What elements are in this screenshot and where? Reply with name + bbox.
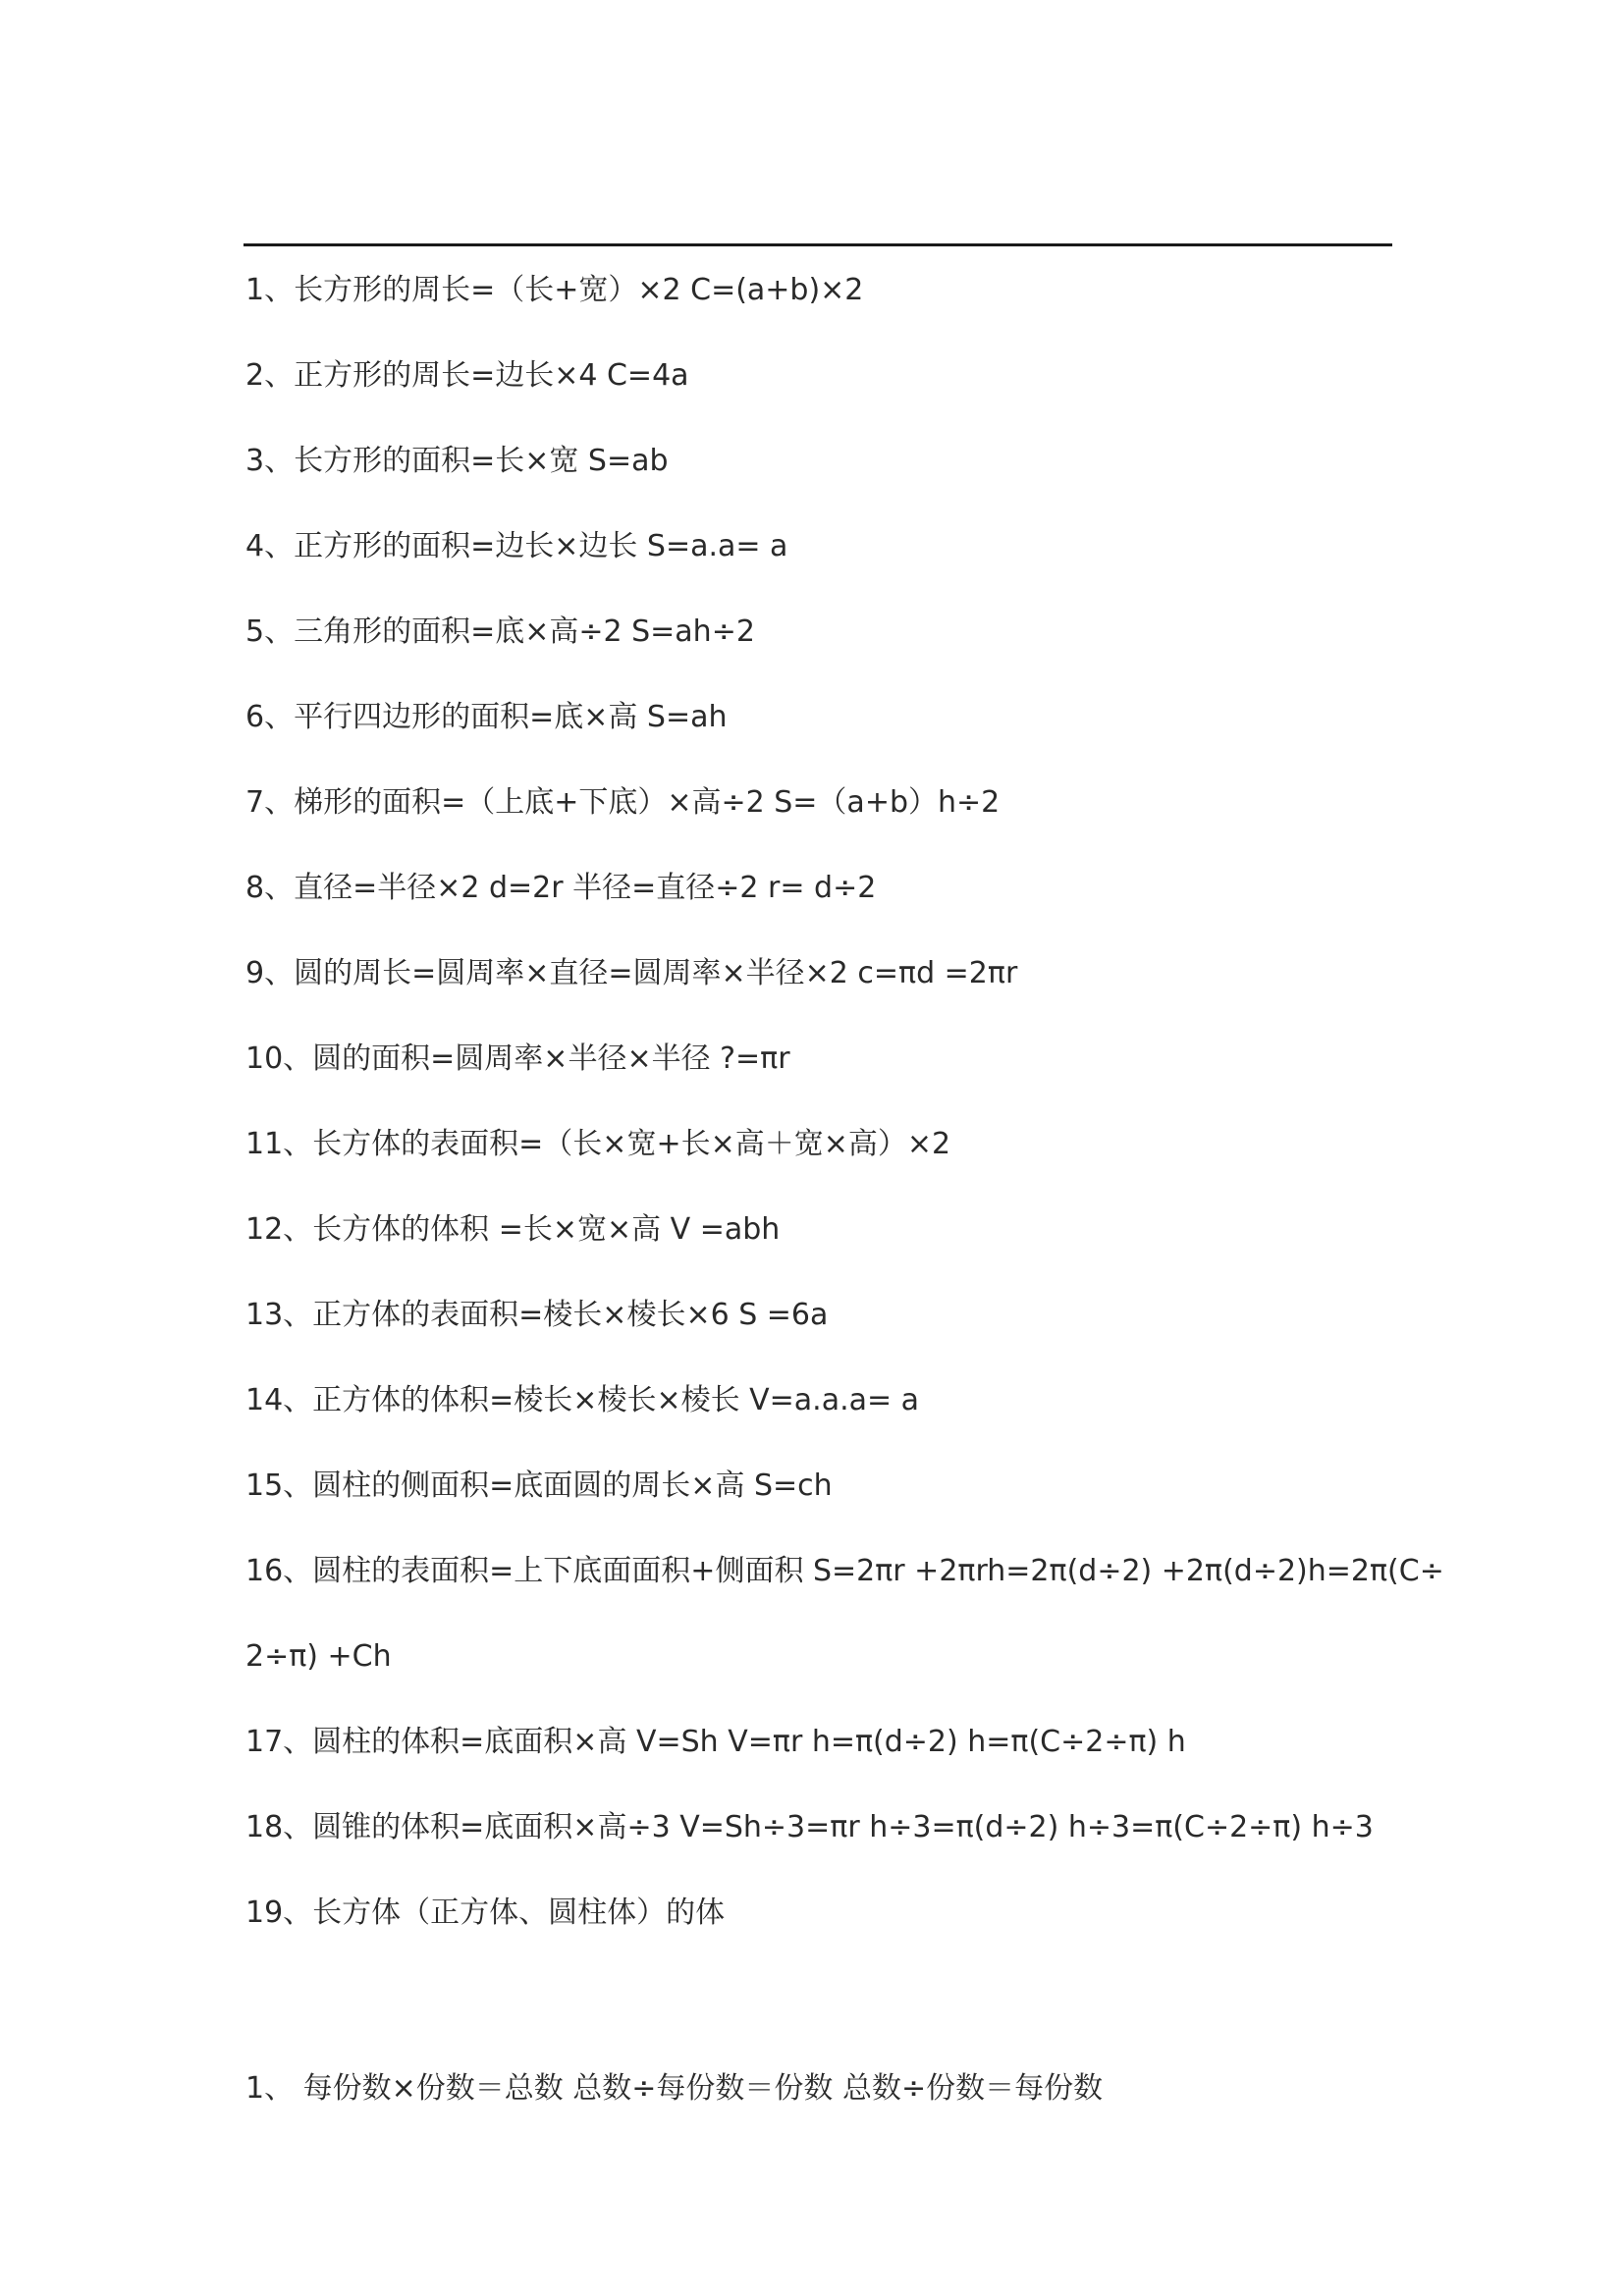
formula-line-8: 8、直径=半径×2 d=2r 半径=直径÷2 r= d÷2: [245, 871, 877, 905]
formula-line-2: 2、正方形的周长=边长×4 C=4a: [245, 358, 689, 393]
formula-line-7: 7、梯形的面积=（上底+下底）×高÷2 S=（a+b）h÷2: [245, 785, 1001, 820]
formula-line-19: 19、长方体（正方体、圆柱体）的体: [245, 1896, 726, 1930]
formula-line-11: 11、长方体的表面积=（长×宽+长×高＋宽×高）×2: [245, 1127, 951, 1161]
formula-line-12: 12、长方体的体积 =长×宽×高 V =abh: [245, 1212, 781, 1247]
formula-line-6: 6、平行四边形的面积=底×高 S=ah: [245, 700, 728, 734]
relationship-line-1: 1、 每份数×份数＝总数 总数÷每份数＝份数 总数÷份数＝每份数: [245, 2071, 1104, 2106]
formula-line-10: 10、圆的面积=圆周率×半径×半径 ?=πr: [245, 1041, 790, 1076]
formula-line-18: 18、圆锥的体积=底面积×高÷3 V=Sh÷3=πr h÷3=π(d÷2) h÷3=π(C÷2÷π) h÷3: [245, 1810, 1374, 1844]
formula-line-16-continued: 2÷π) +Ch: [245, 1639, 392, 1674]
relationship-list: [245, 2059, 1394, 2145]
formula-list: [245, 261, 1444, 1969]
top-horizontal-rule: [244, 243, 1392, 246]
formula-line-5: 5、三角形的面积=底×高÷2 S=ah÷2: [245, 614, 755, 649]
formula-line-13: 13、正方体的表面积=棱长×棱长×6 S =6a: [245, 1298, 829, 1332]
formula-line-17: 17、圆柱的体积=底面积×高 V=Sh V=πr h=π(d÷2) h=π(C÷2÷π) h: [245, 1725, 1186, 1759]
formula-line-14: 14、正方体的体积=棱长×棱长×棱长 V=a.a.a= a: [245, 1383, 920, 1417]
formula-line-15: 15、圆柱的侧面积=底面圆的周长×高 S=ch: [245, 1468, 833, 1503]
formula-line-9: 9、圆的周长=圆周率×直径=圆周率×半径×2 c=πd =2πr: [245, 956, 1018, 990]
formula-line-1: 1、长方形的周长=（长+宽）×2 C=(a+b)×2: [245, 273, 864, 307]
formula-line-3: 3、长方形的面积=长×宽 S=ab: [245, 444, 669, 478]
formula-line-16: 16、圆柱的表面积=上下底面面积+侧面积 S=2πr +2πrh=2π(d÷2) +2π(d÷2)h=2π(C÷: [245, 1554, 1444, 1588]
formula-line-4: 4、正方形的面积=边长×边长 S=a.a= a: [245, 529, 788, 563]
